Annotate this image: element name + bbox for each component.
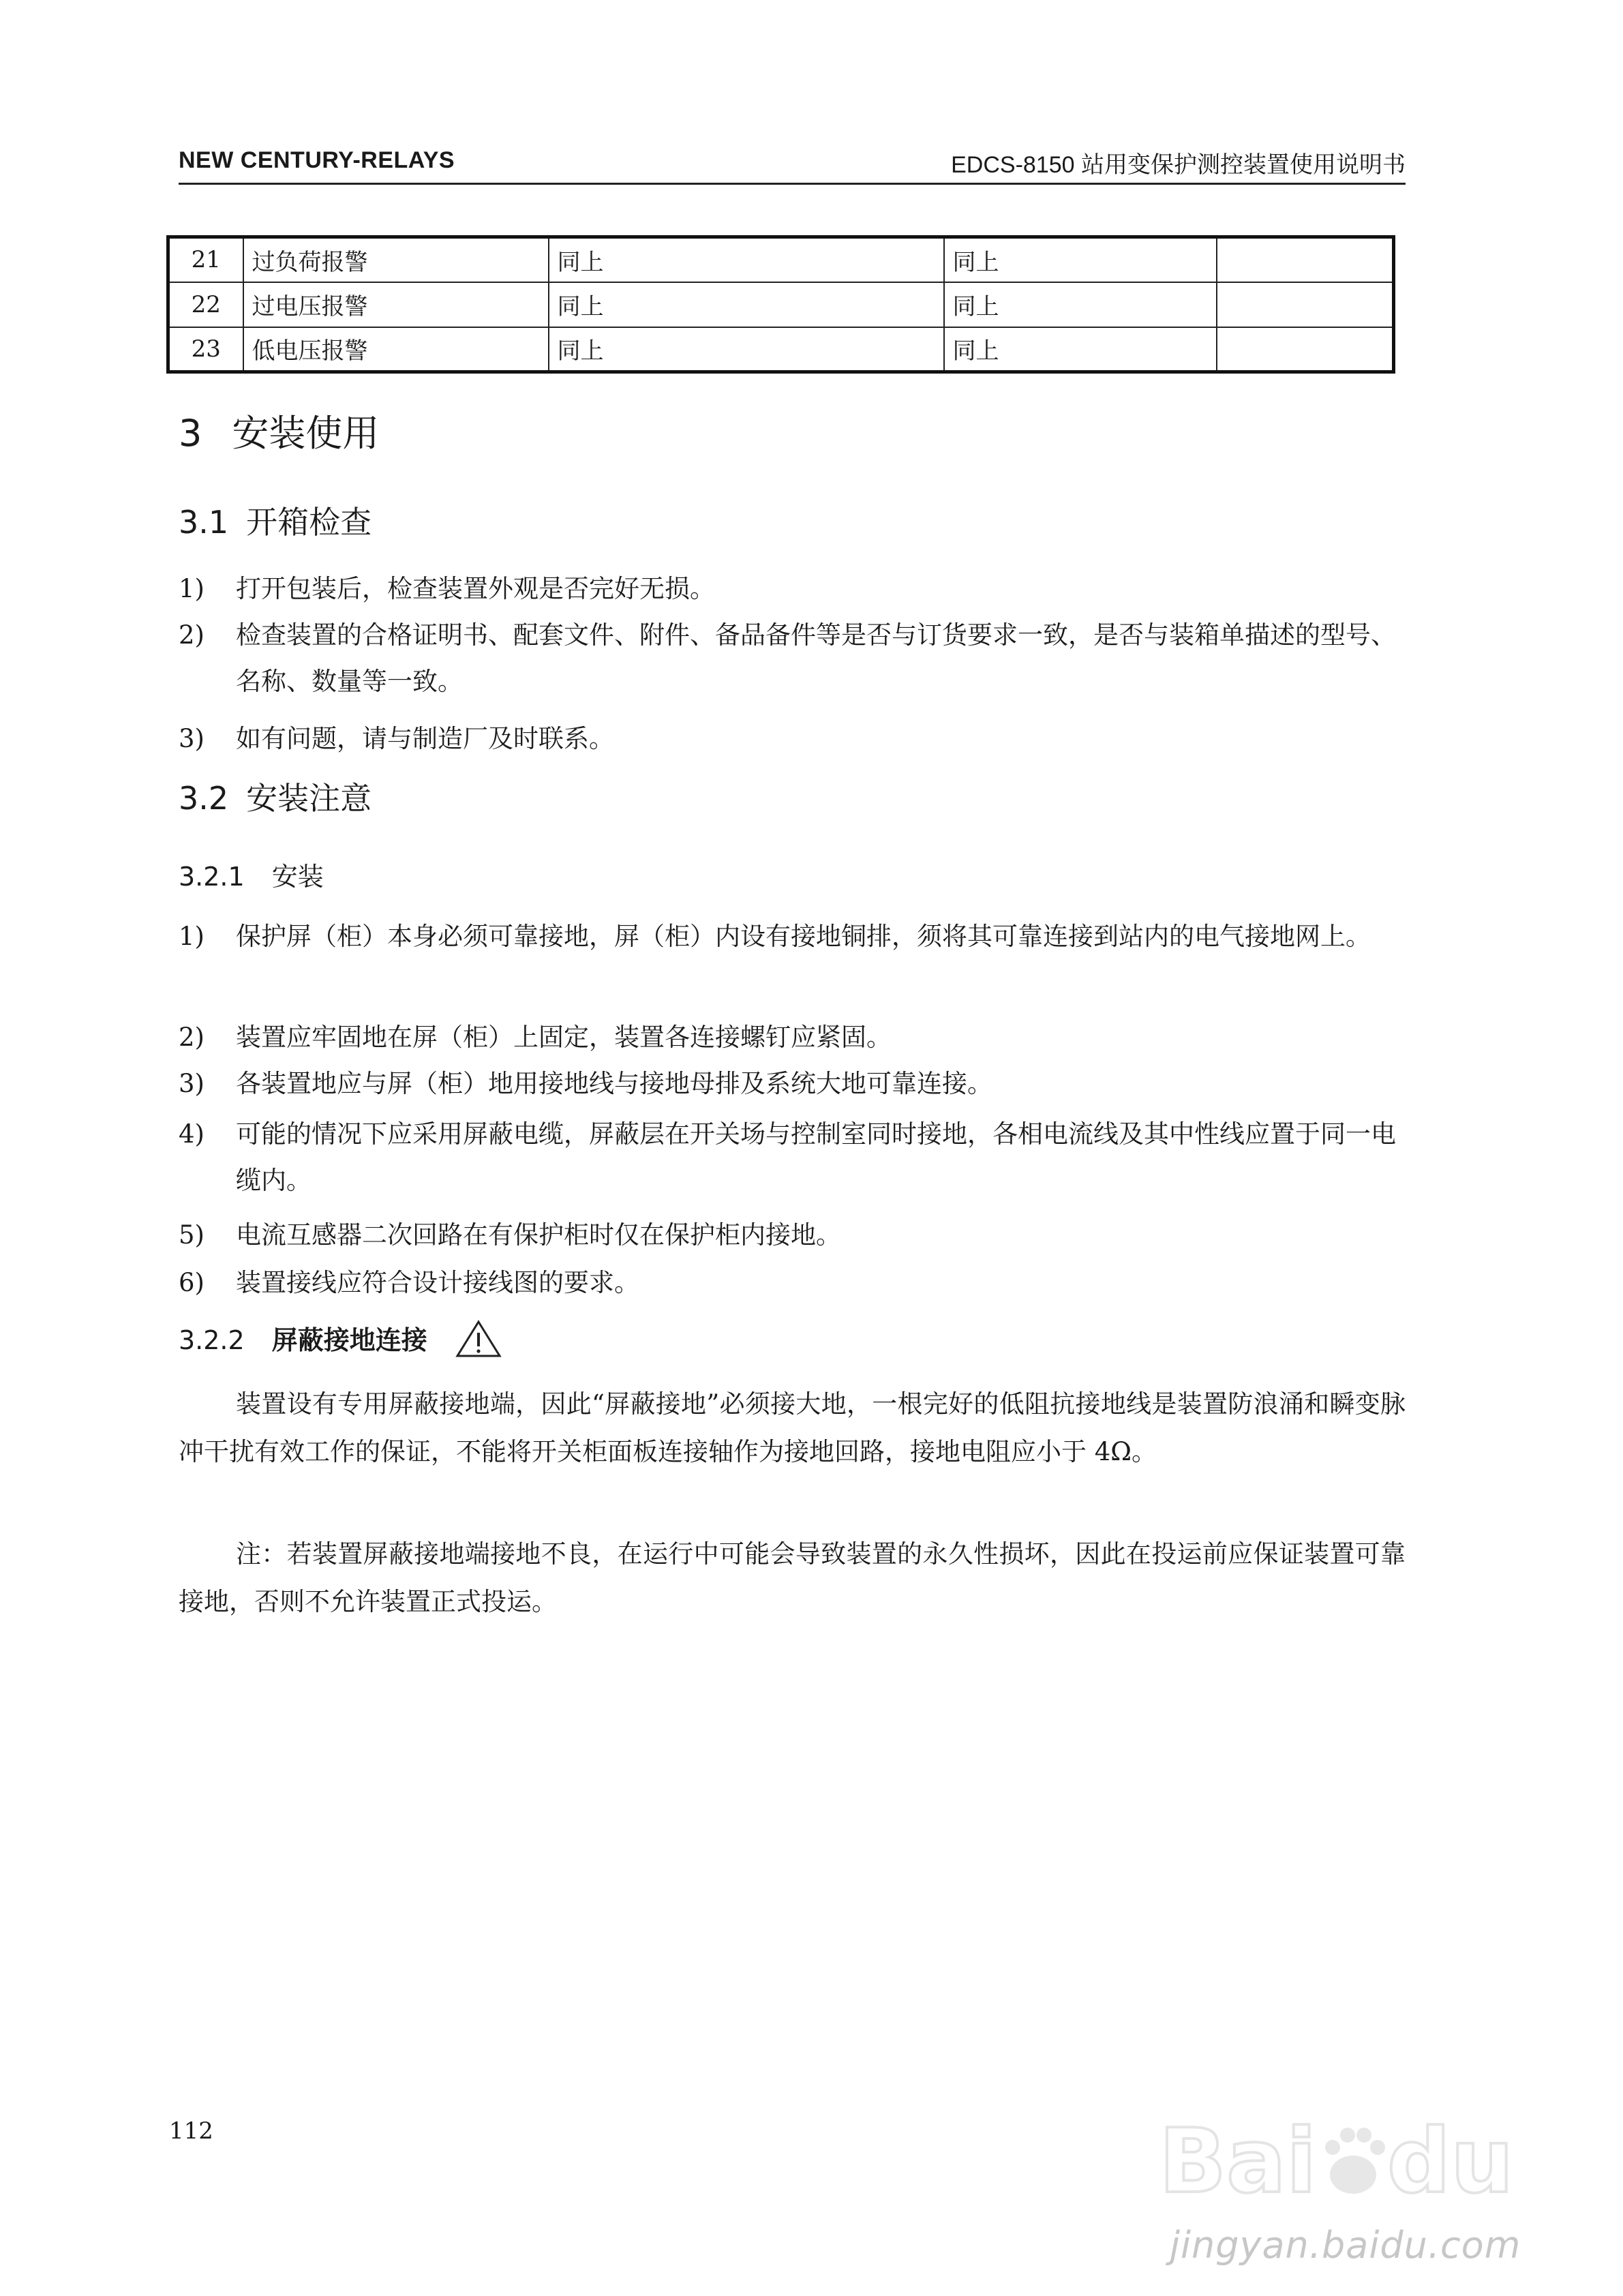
list-item-number: 4) — [179, 1119, 204, 1149]
table-cell-name: 过负荷报警 — [243, 237, 549, 282]
table-cell: 同上 — [549, 327, 944, 372]
section-3-heading — [179, 404, 379, 457]
section-3-2-2-heading — [179, 1319, 502, 1365]
table-row — [168, 237, 1394, 282]
list-item-number: 2) — [179, 1023, 204, 1052]
section-number: 3 — [179, 412, 202, 455]
list-item — [179, 1212, 1406, 1258]
table-cell — [1217, 237, 1394, 282]
table-cell-name: 过电压报警 — [243, 282, 549, 327]
table-cell-num: 22 — [168, 282, 243, 327]
list-item-text: 检查装置的合格证明书、配套文件、附件、备品备件等是否与订货要求一致，是否与装箱单描述的型号、名称、数量等一致。 — [236, 620, 1396, 696]
table-row — [168, 327, 1394, 372]
list-item-number: 1) — [179, 922, 204, 951]
paragraph-note: 注：若装置屏蔽接地端接地不良，在运行中可能会导致装置的永久性损坏，因此在投运前应保证装置可靠接地，否则不允许装置正式投运。 — [179, 1539, 1406, 1616]
baidu-jingyan-watermark-logo — [1159, 2100, 1541, 2222]
list-item — [179, 1061, 1406, 1107]
table-cell — [1217, 327, 1394, 372]
section-title: 安装注意 — [246, 780, 372, 817]
paragraph-shield-grounding: 装置设有专用屏蔽接地端，因此“屏蔽接地”必须接大地，一根完好的低阻抗接地线是装置防浪涌和瞬变脉冲干扰有效工作的保证，不能将开关柜面板连接轴作为接地回路，接地电阻应小于 4Ω。 — [179, 1389, 1406, 1466]
alarm-table — [166, 235, 1395, 374]
table-cell — [1217, 282, 1394, 327]
watermark-url: jingyan.baidu.com — [1170, 2224, 1521, 2267]
table-cell-name: 低电压报警 — [243, 327, 549, 372]
table-row — [168, 282, 1394, 327]
header-company: NEW CENTURY-RELAYS — [179, 147, 455, 173]
table-cell-num: 23 — [168, 327, 243, 372]
page-number: 112 — [169, 2117, 213, 2145]
list-item-number: 5) — [179, 1220, 204, 1250]
list-item-number: 3) — [179, 1069, 204, 1098]
list-item-text: 保护屏（柜）本身必须可靠接地，屏（柜）内设有接地铜排，须将其可靠连接到站内的电气接地网上。 — [236, 922, 1371, 951]
section-number: 3.1 — [179, 504, 229, 541]
header-doc-title: EDCS-8150 站用变保护测控装置使用说明书 — [951, 152, 1406, 178]
section-3-2-heading — [179, 774, 371, 819]
table-cell: 同上 — [944, 237, 1217, 282]
list-item-number: 3) — [179, 724, 204, 753]
list-item — [179, 716, 1406, 762]
list-item-number: 1) — [179, 574, 204, 603]
svg-text:du: du — [1387, 2109, 1514, 2213]
section-title: 安装使用 — [232, 412, 380, 455]
section-number: 3.2 — [179, 780, 229, 817]
section-title: 安装 — [271, 862, 324, 892]
page-header — [179, 145, 1406, 185]
table-cell: 同上 — [549, 282, 944, 327]
section-number: 3.2.1 — [179, 862, 245, 892]
section-3-2-1-heading — [179, 856, 324, 893]
list-item-text: 如有问题，请与制造厂及时联系。 — [236, 724, 614, 753]
list-item — [179, 1111, 1406, 1204]
list-item-number: 6) — [179, 1268, 204, 1297]
table-cell-num: 21 — [168, 237, 243, 282]
section-title: 屏蔽接地连接 — [271, 1325, 427, 1355]
section-3-1-heading — [179, 498, 371, 543]
svg-text:Bai: Bai — [1159, 2109, 1317, 2213]
list-item-text: 装置应牢固地在屏（柜）上固定，装置各连接螺钉应紧固。 — [236, 1023, 892, 1052]
warning-triangle-icon — [455, 1319, 502, 1365]
section-number: 3.2.2 — [179, 1325, 245, 1355]
list-item-number: 2) — [179, 620, 204, 650]
list-item — [179, 913, 1406, 960]
list-item-text: 各装置地应与屏（柜）地用接地线与接地母排及系统大地可靠连接。 — [236, 1069, 992, 1098]
list-item — [179, 1260, 1406, 1306]
section-title: 开箱检查 — [246, 504, 372, 541]
list-item — [179, 566, 1406, 612]
list-item-text: 电流互感器二次回路在有保护柜时仅在保护柜内接地。 — [236, 1220, 841, 1250]
table-cell: 同上 — [944, 327, 1217, 372]
list-item-text: 装置接线应符合设计接线图的要求。 — [236, 1268, 639, 1297]
list-item-text: 可能的情况下应采用屏蔽电缆，屏蔽层在开关场与控制室同时接地，各相电流线及其中性线应置于同一电缆内。 — [236, 1119, 1396, 1195]
table-cell: 同上 — [944, 282, 1217, 327]
list-item-text: 打开包装后，检查装置外观是否完好无损。 — [236, 574, 715, 603]
table-cell: 同上 — [549, 237, 944, 282]
list-item — [179, 1014, 1406, 1061]
list-item — [179, 612, 1406, 705]
